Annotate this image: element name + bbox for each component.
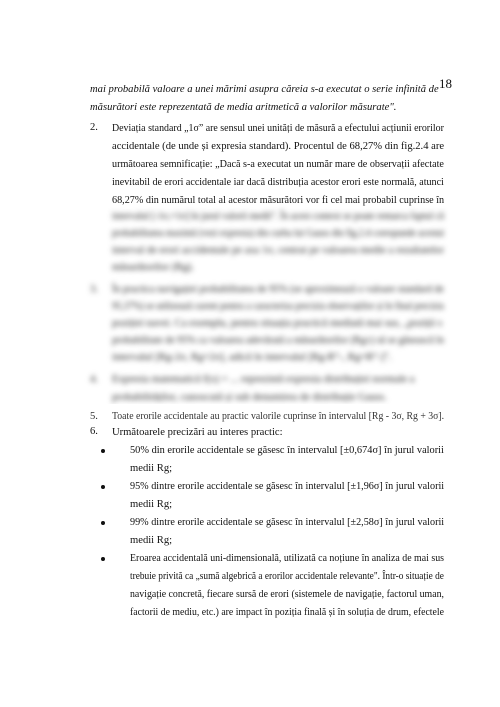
item-2-blurred-line-4: măsurătorilor (Rg). bbox=[112, 262, 194, 273]
bullet-4-line-2: trebuie privită ca „sumă algebrică a erorilor accidentale relevante". Într-o situație de bbox=[130, 571, 444, 582]
item-2-line-4: inevitabil de erori accidentale iar dacă distribuția acestor erori este normală, atunci bbox=[112, 177, 444, 188]
bullet-dot bbox=[101, 557, 105, 561]
bullet-1-line-2: medii Rg; bbox=[130, 463, 173, 474]
item-2-line-3: următoarea semnificație: „Dacă s-a executat un număr mare de observații afectate bbox=[112, 159, 444, 170]
bullet-3-line-2: medii Rg; bbox=[130, 535, 173, 546]
intro-line-2: măsurători este reprezentată de media aritmetică a valorilor măsurate". bbox=[90, 102, 397, 113]
item-2-line-2-text: accidentale (de unde și expresia standard). Procentul de 68,27% din fig.2.4 are bbox=[112, 141, 445, 152]
bullet-4-line-4: factorii de mediu, etc.) are impact în poziția finală și în soluția de drum, efectele bbox=[130, 607, 444, 618]
item-3-number: 3. bbox=[90, 284, 98, 295]
item-4-number: 4. bbox=[90, 374, 98, 385]
bullet-dot bbox=[101, 449, 105, 453]
bullet-4-line-1: Eroarea accidentală uni-dimensională, utilizată ca noțiune în analiza de mai sus bbox=[130, 553, 445, 564]
bullet-1-line-1: 50% din erorile accidentale se găsesc în intervalul [±0,674σ] în jurul valorii bbox=[130, 445, 444, 456]
item-2-line-2 bbox=[112, 140, 444, 153]
item-5-mask bbox=[88, 404, 448, 411]
bullet-4-line-3: navigație concretă, fiecare sursă de erori (sistemele de navigație, factorul uman, bbox=[130, 589, 444, 600]
item-3-blurred-line-4: probabilitate de 95% ca valoarea adevărată a măsurătorilor (Rg±) să se găsească în bbox=[112, 335, 444, 346]
bullet-dot bbox=[101, 521, 105, 525]
item-4-blurred-line-1: Expresia matematică f(x) = ... reprezintă expresia distribuției normale a bbox=[112, 374, 415, 385]
item-5-line: Toate erorile accidentale au practic valorile cuprinse în intervalul [Rg - 3σ, Rg + 3σ]. bbox=[112, 411, 445, 422]
bullet-dot bbox=[101, 485, 105, 489]
item-3-blurred-line-5: intervalul [Rg-2σ, Rg+2σ], adică în intervalul [Rg-R°-, Rg+R°-]". bbox=[112, 352, 392, 363]
bullet-3-line-1: 99% dintre erorile accidentale se găsesc în intervalul [±2,58σ] în jurul valorii bbox=[130, 517, 445, 528]
item-3-blurred-line-2: 95,37%) se utilizează curent pentru a caracteriza precizia observațiilor și în final precizia bbox=[112, 301, 444, 312]
item-2-blurred-line-2: probabilitatea maximă (vezi expresia) din curba lui Gauss din fig.2.4 corespunde acestui bbox=[112, 228, 445, 239]
item-2-line-1: Deviația standard „1σ” are sensul unei unități de măsură a efectului acțiunii erorilor bbox=[112, 123, 444, 134]
bullet-2-line-1: 95% dintre erorile accidentale se găsesc în intervalul [±1,96σ] în jurul valorii bbox=[130, 481, 445, 492]
blurred-region bbox=[90, 201, 445, 417]
item-3-blurred-line-3: poziției navei. Ca exemplu, pentru situația practică mediată mai sus, „poziții s bbox=[112, 318, 443, 329]
item-2-blurred-line-3: interval de erori accidentale pe axa 1σ, centrat pe valoarea medie a rezultatelor bbox=[112, 245, 444, 256]
item-6-number: 6. bbox=[90, 426, 98, 437]
page-number: 18 bbox=[439, 76, 452, 91]
item-5-number: 5. bbox=[90, 411, 98, 422]
item-2-line-5: 68,27% din numărul total al acestor măsurători vor fi cel mai probabil cuprinse în bbox=[112, 195, 445, 206]
item-2-blurred-line-1: intervalul [-1σ,+1σ] în jurul valorii medii". În acest context se poate remarca faptul că bbox=[112, 211, 444, 222]
item-4-blurred-line-2: probabilităților, cunoscută și sub denumirea de distribuție Gauss. bbox=[112, 392, 387, 403]
intro-line-1: mai probabilă valoare a unei mărimi asupra căreia s-a executat o serie infinită de bbox=[90, 84, 439, 95]
item-2-number: 2. bbox=[90, 122, 98, 133]
item-6-title: Următoarele precizări au interes practic: bbox=[112, 427, 283, 438]
bullet-2-line-2: medii Rg; bbox=[130, 499, 173, 510]
item-3-blurred-line-1: În practica navigației probabilitatea de 95% (se aproximează o valoare standard de bbox=[112, 284, 444, 295]
